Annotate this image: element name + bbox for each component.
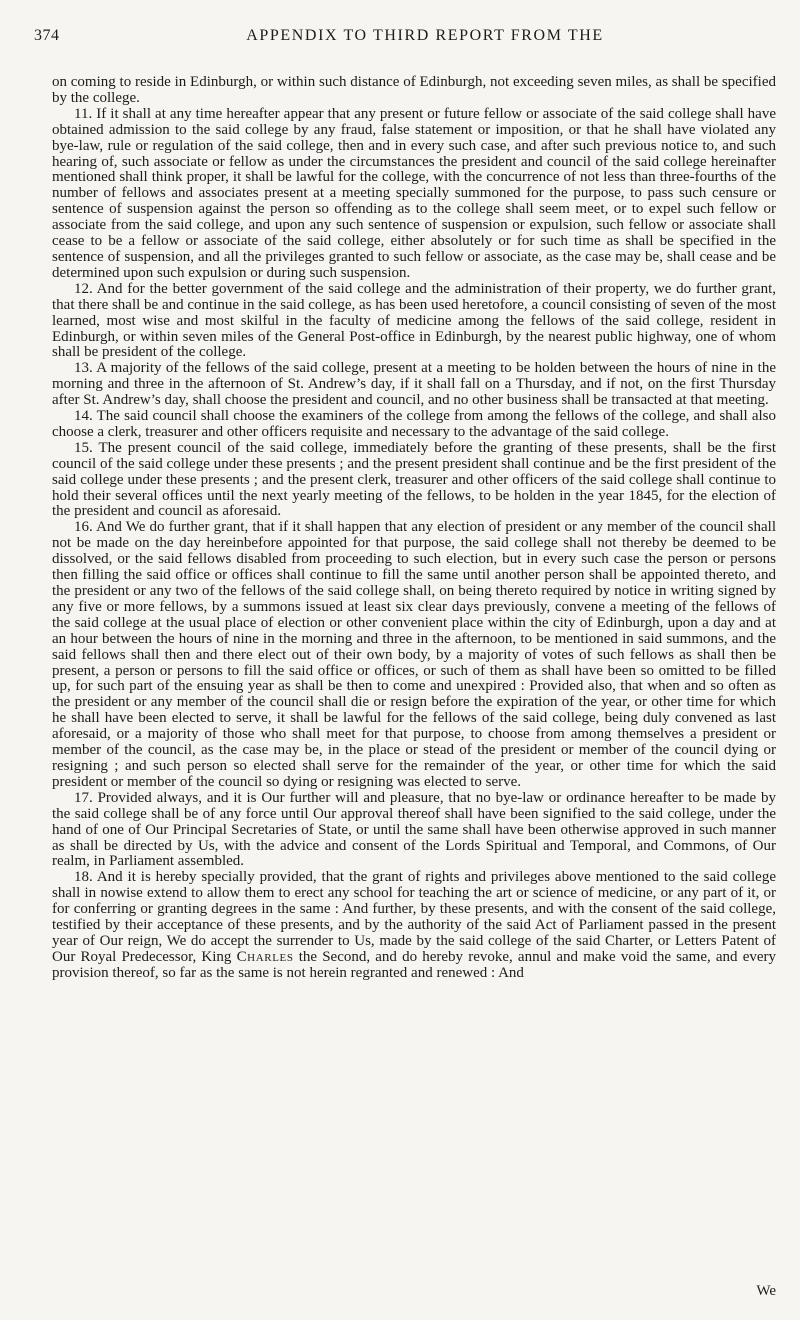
running-title: APPENDIX TO THIRD REPORT FROM THE bbox=[246, 27, 604, 44]
paragraph-16: 16. And We do further grant, that if it shall happen that any election of president or any member of the council shall not be made on the day hereinbefore appointed for that purpose, the said college shall not thereby be deemed to be dissolved, or the said fellows disabled from proceeding to such election, but in every such case the person or persons then filling the said office or offices shall continue to fill the same until another person shall be appointed thereto, and the president or any two of the fellows of the said college shall, on being thereto required by notice in writing signed by any five or more fellows, by a summons issued at least six clear days previously, convene a meeting of the fellows of the said college at the usual place of election or other convenient place within the city of Edinburgh, upon a day and at an hour between the hours of nine in the morning and three in the afternoon, to be mentioned in said summons, and the said fellows shall then and there elect out of their own body, by a majority of votes of such fellows as shall then be present, a person or persons to fill the said office or offices, or such of them as shall have been so omitted to be filled up, for such part of the ensuing year as shall be then to come and unexpired : Provided also, that when and so often as the president or any member of the council shall die or resign before the expiration of the year, or other time for which he shall have been elected to serve, it shall be lawful for the fellows of the said college, being duly convened as last aforesaid, or a majority of those who shall meet for that purpose, to choose from among themselves a president or member of the council, as the case may be, in the place or stead of the president or member of the council dying or resigning ; and such person so elected shall serve for the remainder of the year, or other time for which the said president or member of the council so dying or resigning was elected to serve. bbox=[52, 519, 776, 790]
page-number: 374 bbox=[34, 27, 60, 44]
paragraph-15: 15. The present council of the said college, immediately before the granting of these presents, shall be the first council of the said college under these presents ; and the present president shall continue and be the first president of the said college under these presents ; and the present clerk, treasurer and other officers of the said college shall continue to hold their several offices until the next yearly meeting of the fellows, to be holden in the year 1845, for the election of the president and council as aforesaid. bbox=[52, 439, 776, 520]
paragraph-11: 11. If it shall at any time hereafter appear that any present or future fellow or associate of the said college shall have obtained admission to the said college by any fraud, false statement or imposition, or that he shall have violated any bye-law, rule or regulation of the said college, then and in every such case, and after such previous notice to, and such hearing of, such associate or fellow as under the circumstances the president and council of the said college hereinafter mentioned shall think proper, it shall be lawful for the college, with the concurrence of not less than three-fourths of the number of fellows and associates present at a meeting specially summoned for the purpose, to pass such censure or sentence of suspension against the person so offending as to the college shall seem meet, or to expel such fellow or associate from the said college, and upon any such sentence of suspension or expulsion, such fellow or associate shall cease to be a fellow or associate of the said college, either absolutely or for such time as shall be specified in the sentence of suspension, and all the privileges granted to such fellow or associate, as the case may be, shall cease and be determined upon such expulsion or during such suspension. bbox=[52, 105, 776, 281]
paragraph-18 bbox=[52, 870, 776, 981]
paragraph-18-end: the Second, and do hereby revoke, annul and make void the same, and every provision thereof, so far as the same is not herein regranted and renewed : And bbox=[52, 948, 777, 981]
king-name: Charles bbox=[236, 948, 294, 965]
paragraph-18-start: 18. And it is hereby specially provided, that the grant of rights and privileges above mentioned to the said college shall in nowise extend to allow them to erect any school for teaching the art or science of medicine, or any part of it, or for conferring or granting degrees in the same : And further, by these presents, and with the consent of the said college, testified by their acceptance of these presents, and by the authority of the said Act of Parliament passed in the present year of Our reign, We do accept the surrender to Us, made by the said college of the said Charter, or Letters Patent of Our Royal Predecessor, King bbox=[52, 869, 776, 965]
paragraph-12: 12. And for the better government of the said college and the administration of their property, we do further grant, that there shall be and continue in the said college, as has been used heretofore, a council consisting of seven of the most learned, most wise and most skilful in the faculty of medicine among the fellows of the said college, resident in Edinburgh, or within seven miles of the General Post-office in Edinburgh, by the nearest public highway, one of whom shall be president of the college. bbox=[52, 280, 776, 361]
paragraph-17: 17. Provided always, and it is Our further will and pleasure, that no bye-law or ordinance hereafter to be made by the said college shall be of any force until Our approval thereof shall have been signified to the said college, under the hand of one of Our Principal Secretaries of State, or until the same shall have been otherwise approved in such manner as shall be directed by Us, with the advice and consent of the Lords Spiritual and Temporal, and Commons, of Our realm, in Parliament assembled. bbox=[52, 789, 776, 870]
paragraph-14: 14. The said council shall choose the examiners of the college from among the fellows of the college, and shall also choose a clerk, treasurer and other officers requisite and necessary to the advantage of the said college. bbox=[52, 408, 776, 440]
catchword: We bbox=[756, 1283, 776, 1299]
body-text bbox=[52, 75, 776, 982]
page-header bbox=[34, 21, 776, 49]
paragraph-continuation: on coming to reside in Edinburgh, or within such distance of Edinburgh, not exceeding seven miles, as shall be specified by the college. bbox=[52, 74, 776, 106]
paragraph-13: 13. A majority of the fellows of the said college, present at a meeting to be holden between the hours of nine in the morning and three in the afternoon of St. Andrew’s day, if it shall fall on a Thursday, and if not, on the first Thursday after St. Andrew’s day, shall choose the president and council, and no other business shall be transacted at that meeting. bbox=[52, 360, 776, 409]
